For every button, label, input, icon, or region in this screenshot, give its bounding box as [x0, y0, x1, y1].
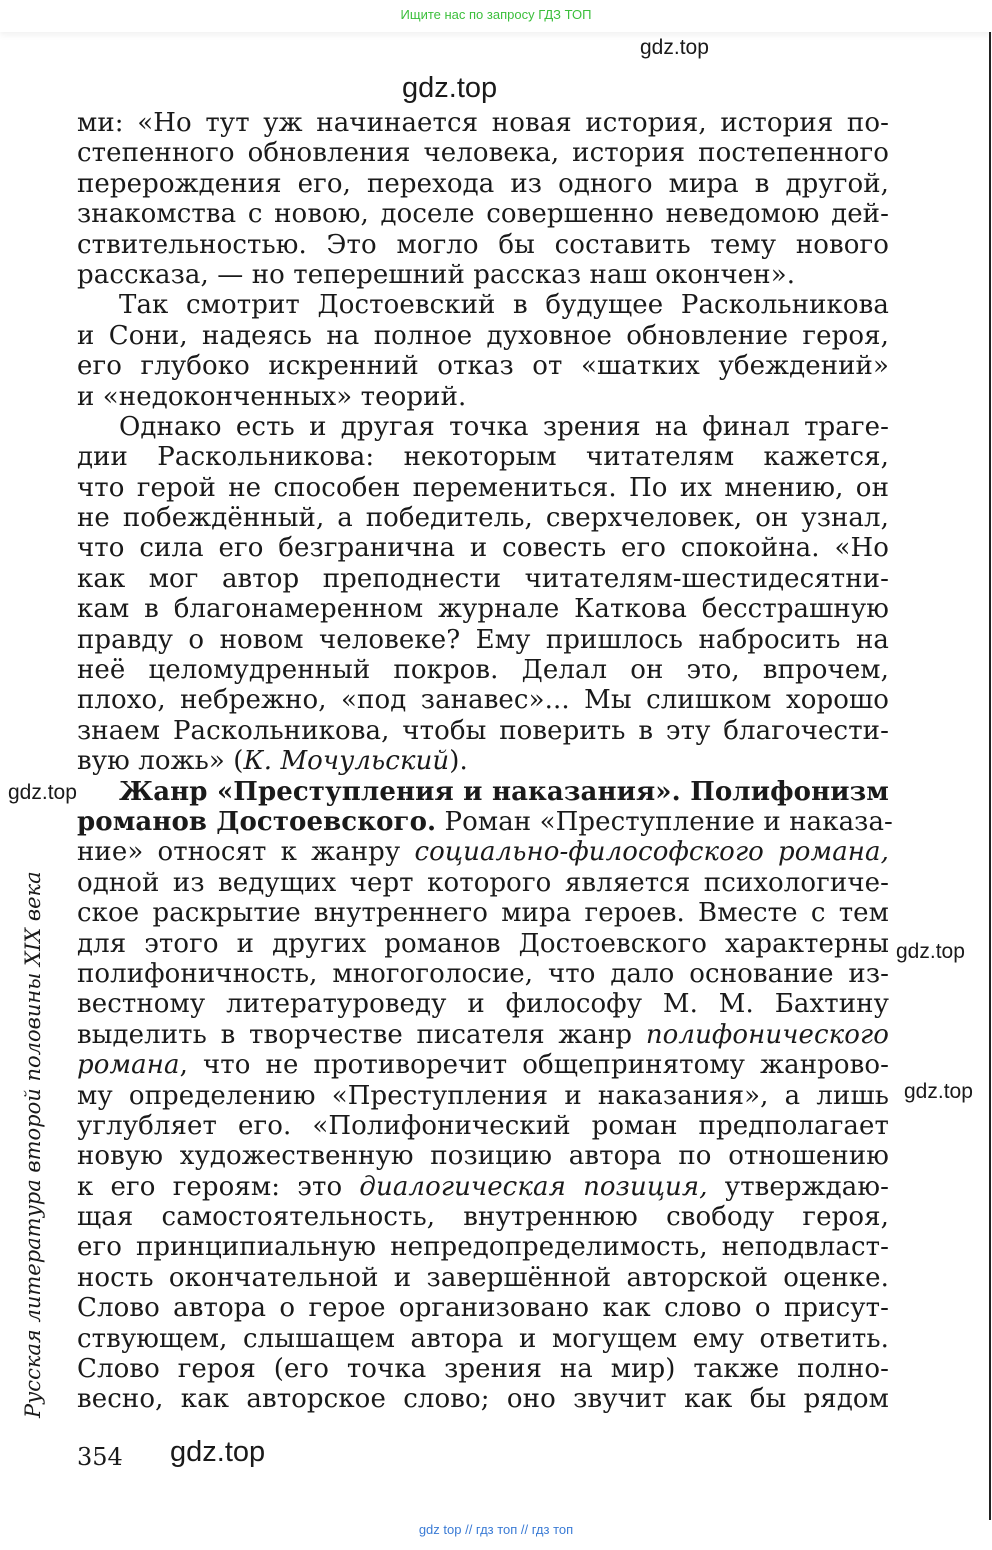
- text-line: одной из ведущих черт которого является психологиче-: [77, 867, 889, 898]
- text-run: ние» относят к жанру: [77, 837, 415, 868]
- text-line: и Сони, надеясь на полное духовное обновление героя,: [77, 320, 889, 351]
- text-line: кам в благонамеренном журнале Каткова бесстрашную: [77, 594, 889, 625]
- text-line: му определению «Преступления и наказания», а лишь: [77, 1080, 889, 1111]
- text-line: рассказа, — но теперешний рассказ наш окончен».: [77, 259, 796, 290]
- text-run: ).: [449, 746, 468, 777]
- text-line: вестному литературоведу и философу М. М. Бахтину: [77, 989, 889, 1020]
- text-run: к его героям: это: [77, 1171, 360, 1202]
- text-run: утверждаю-: [707, 1171, 889, 1202]
- term: полифонического: [645, 1019, 889, 1050]
- text-run: , что не противоречит общепринятому жанрово-: [179, 1050, 889, 1081]
- side-caption: Русская литература второй половины XIX века: [21, 871, 45, 1418]
- text-line: и «недоконченных» теорий.: [77, 381, 467, 412]
- text-line: его принципиальную непредопределимость, неподвласт-: [77, 1232, 889, 1263]
- text-line: неё целомудренный покров. Делал он это, впрочем,: [77, 655, 889, 686]
- text-line: ствующем, слышащем автора и могущем ему ответить.: [77, 1323, 889, 1354]
- watermark: gdz.top: [640, 36, 709, 59]
- text-line: Слово героя (его точка зрения на мир) также полно-: [77, 1354, 889, 1385]
- text-line: [77, 1172, 889, 1202]
- text-line: [77, 1020, 889, 1050]
- text-line: плохо, небрежно, «под занавес»... Мы слишком хорошо: [77, 685, 889, 716]
- section-heading-cont: романов Достоевского.: [77, 806, 437, 837]
- watermark: gdz.top: [896, 940, 965, 963]
- section-heading: Жанр «Преступления и наказания». Полифонизм: [119, 776, 889, 807]
- text-run: выделить в творчестве писателя жанр: [77, 1019, 646, 1050]
- text-line: ское раскрытие внутреннего мира героев. Вместе с тем: [77, 898, 889, 929]
- text-line: полифоничность, многоголосие, что дало основание из-: [77, 958, 889, 989]
- term: романа: [77, 1050, 180, 1081]
- text-line: новую художественную позицию автора по отношению: [77, 1141, 889, 1172]
- watermark: gdz.top: [904, 1080, 973, 1103]
- text-line: [77, 1050, 889, 1080]
- text-line: знакомства с новою, доселе совершенно неведомою дей-: [77, 199, 889, 230]
- term: социально-философского романа,: [414, 837, 890, 868]
- text-line: не побеждённый, а победитель, сверхчеловек, он узнал,: [77, 503, 889, 534]
- search-banner[interactable]: Ищите нас по запросу ГДЗ ТОП: [0, 0, 992, 32]
- text-line: ность окончательной и завершённой авторской оценке.: [77, 1262, 889, 1293]
- text-line: знаем Раскольникова, чтобы поверить в эту благочести-: [77, 715, 889, 746]
- page-body: [77, 108, 893, 1415]
- text-line: щая самостоятельность, внутреннюю свободу героя,: [77, 1202, 889, 1233]
- watermark: gdz.top: [170, 1436, 266, 1468]
- text-run: вую ложь» (: [77, 746, 244, 777]
- text-line: что герой не способен перемениться. По их мнению, он: [77, 472, 889, 503]
- text-line: для этого и других романов Достоевского характерны: [77, 928, 889, 959]
- text-line: весно, как авторское слово; оно звучит как бы рядом: [77, 1384, 889, 1415]
- text-line: Однако есть и другая точка зрения на финал траге-: [119, 411, 889, 442]
- text-run: Роман «Преступление и наказа-: [436, 806, 893, 837]
- footer-links[interactable]: gdz top // гдз топ // гдз топ: [418, 1522, 574, 1537]
- text-line: степенного обновления человека, история постепенного: [77, 138, 889, 169]
- watermark: gdz.top: [402, 72, 498, 104]
- text-line: [77, 806, 893, 837]
- term: диалогическая позиция,: [359, 1171, 708, 1202]
- text-line: [77, 837, 889, 867]
- text-line: Слово автора о герое организовано как слово о присут-: [77, 1293, 889, 1324]
- text-line: дии Раскольникова: некоторым читателям кажется,: [77, 442, 889, 473]
- citation-author: К. Мочульский: [243, 746, 450, 777]
- watermark: gdz.top: [8, 781, 77, 804]
- text-line: Так смотрит Достоевский в будущее Раскольникова: [119, 290, 889, 321]
- text-line: перерождения его, перехода из одного мира в другой,: [77, 168, 889, 199]
- text-line: ствительностью. Это могло бы составить тему нового: [77, 229, 889, 260]
- page-number: 354: [77, 1443, 123, 1471]
- text-line: что сила его безгранична и совесть его спокойна. «Но: [77, 533, 889, 564]
- text-line: как мог автор преподнести читателям-шестидесятни-: [77, 563, 889, 594]
- text-line: углубляет его. «Полифонический роман предполагает: [77, 1110, 889, 1141]
- page-edge-line: [989, 32, 991, 1520]
- text-line: ми: «Но тут уж начинается новая история, история по-: [77, 108, 889, 138]
- text-line: правду о новом человеке? Ему пришлось набросить на: [77, 624, 889, 655]
- text-line: [77, 746, 889, 776]
- text-line: его глубоко искренний отказ от «шатких убеждений»: [77, 351, 889, 382]
